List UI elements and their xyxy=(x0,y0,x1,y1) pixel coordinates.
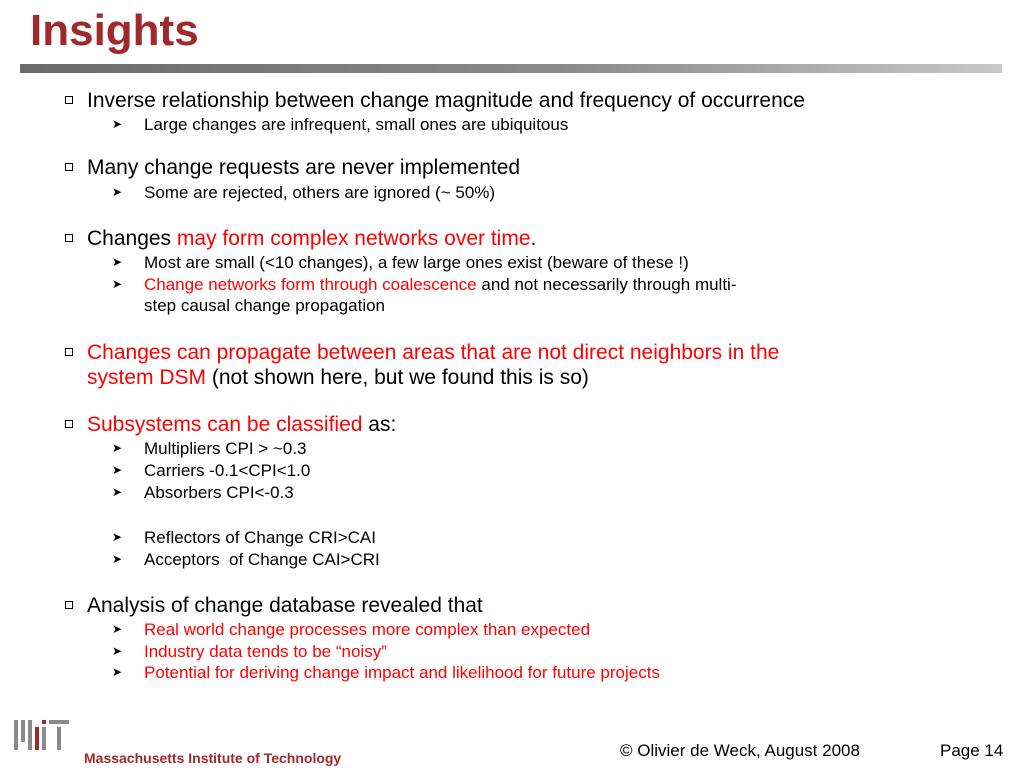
arrow-bullet-icon: ➤ xyxy=(112,622,123,636)
sub-bullet-highlight: Change networks form through coalescence xyxy=(144,275,477,294)
arrow-bullet-icon: ➤ xyxy=(112,185,123,199)
copyright-credit: © Olivier de Weck, August 2008 xyxy=(620,741,860,760)
square-bullet-icon xyxy=(65,163,73,171)
sub-bullet-text: Most are small (<10 changes), a few large ones exist (beware of these !) xyxy=(144,253,689,272)
bullet-4-text-post: (not shown here, but we found this is so) xyxy=(206,366,589,389)
sub-bullet-text: Some are rejected, others are ignored (~ 50%) xyxy=(144,183,496,202)
bullet-3-text-post: . xyxy=(530,227,537,250)
arrow-bullet-icon: ➤ xyxy=(112,441,123,455)
square-bullet-icon xyxy=(65,420,73,428)
sub-bullet-5-3 xyxy=(112,482,944,503)
bullet-5 xyxy=(87,412,977,437)
arrow-bullet-icon: ➤ xyxy=(112,277,123,291)
bullet-6 xyxy=(87,593,977,618)
mit-logo-icon xyxy=(14,720,72,750)
sub-bullet-1-1 xyxy=(112,114,944,135)
sub-bullet-3-2 xyxy=(112,274,944,316)
sub-bullet-text: Absorbers CPI<-0.3 xyxy=(144,483,294,502)
sub-bullet-5-5 xyxy=(112,549,944,570)
sub-bullet-3-1 xyxy=(112,252,944,273)
bullet-1-text: Inverse relationship between change magnitude and frequency of occurrence xyxy=(87,89,805,112)
sub-bullet-text: Large changes are infrequent, small ones are ubiquitous xyxy=(144,115,569,134)
arrow-bullet-icon: ➤ xyxy=(112,485,123,499)
bullet-5-text-post: as: xyxy=(362,413,397,436)
sub-bullet-text: Acceptors of Change CAI>CRI xyxy=(144,550,380,569)
title-underline xyxy=(20,64,1002,73)
sub-bullet-highlight: Industry data tends to be “noisy” xyxy=(144,642,387,661)
sub-bullet-text: Reflectors of Change CRI>CAI xyxy=(144,528,376,547)
arrow-bullet-icon: ➤ xyxy=(112,463,123,477)
square-bullet-icon xyxy=(65,234,73,242)
bullet-4-text-highlight-2: system DSM xyxy=(87,366,207,389)
bullet-3 xyxy=(87,226,977,251)
bullet-2-text: Many change requests are never implemented xyxy=(87,156,521,179)
bullet-4 xyxy=(87,340,977,390)
bullet-5-text-highlight: Subsystems can be classified xyxy=(87,413,363,436)
sub-bullet-text: Multipliers CPI > ~0.3 xyxy=(144,439,307,458)
sub-bullet-text: Carriers -0.1<CPI<1.0 xyxy=(144,461,311,480)
arrow-bullet-icon: ➤ xyxy=(112,644,123,658)
bullet-6-text: Analysis of change database revealed that xyxy=(87,594,483,617)
bullet-2 xyxy=(87,155,977,180)
arrow-bullet-icon: ➤ xyxy=(112,665,123,679)
bullet-1 xyxy=(87,88,977,113)
arrow-bullet-icon: ➤ xyxy=(112,255,123,269)
bullet-3-text-highlight: may form complex networks over time xyxy=(176,227,531,250)
institution-name: Massachusetts Institute of Technology xyxy=(84,750,342,766)
sub-bullet-5-4 xyxy=(112,527,944,548)
page-number: Page 14 xyxy=(940,741,1004,760)
sub-bullet-5-2 xyxy=(112,460,944,481)
sub-bullet-2-1 xyxy=(112,182,944,203)
sub-bullet-text-continued: step causal change propagation xyxy=(144,296,386,315)
sub-bullet-6-3 xyxy=(112,662,944,683)
bullet-4-text-highlight: Changes can propagate between areas that are not direct neighbors in the xyxy=(87,341,780,364)
square-bullet-icon xyxy=(65,601,73,609)
slide-title: Insights xyxy=(30,6,199,55)
square-bullet-icon xyxy=(65,96,73,104)
arrow-bullet-icon: ➤ xyxy=(112,117,123,131)
arrow-bullet-icon: ➤ xyxy=(112,530,123,544)
sub-bullet-5-1 xyxy=(112,438,944,459)
sub-bullet-text: and not necessarily through multi- xyxy=(476,275,737,294)
sub-bullet-6-2 xyxy=(112,641,944,662)
sub-bullet-highlight: Real world change processes more complex than expected xyxy=(144,620,591,639)
square-bullet-icon xyxy=(65,348,73,356)
sub-bullet-highlight: Potential for deriving change impact and likelihood for future projects xyxy=(144,663,660,682)
bullet-3-text-pre: Changes xyxy=(87,227,177,250)
arrow-bullet-icon: ➤ xyxy=(112,552,123,566)
sub-bullet-6-1 xyxy=(112,619,944,640)
